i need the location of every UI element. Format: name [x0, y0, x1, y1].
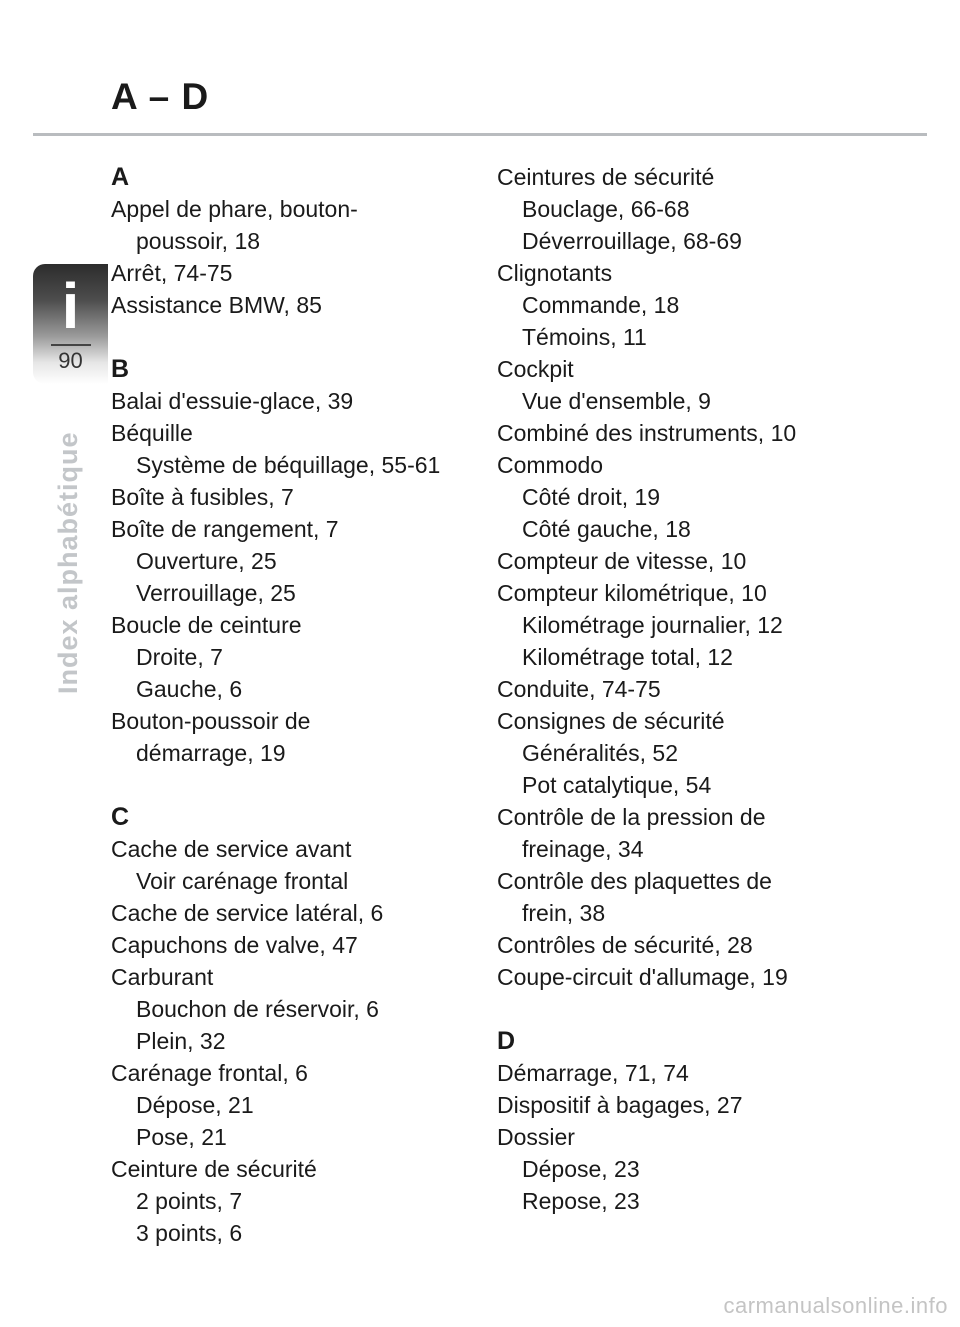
index-entry: Clignotants — [497, 260, 613, 286]
page-title: A – D — [111, 76, 210, 117]
index-entry: Cache de service avant — [111, 836, 352, 862]
index-subentry: 2 points, 7 — [136, 1188, 243, 1214]
index-subentry: Voir carénage frontal — [136, 868, 349, 894]
index-subentry: Dépose, 23 — [522, 1156, 640, 1182]
index-entry: Béquille — [111, 420, 193, 446]
index-letter-c: C — [111, 803, 130, 831]
info-icon: i — [61, 270, 80, 342]
index-entry: Assistance BMW, 85 — [111, 292, 322, 318]
index-entry: Arrêt, 74-75 — [111, 260, 233, 286]
index-entry: Cockpit — [497, 356, 574, 382]
index-entry-continuation: freinage, 34 — [522, 836, 644, 862]
index-letter-d: D — [497, 1027, 516, 1055]
index-subentry: Côté droit, 19 — [522, 484, 661, 510]
index-subentry: Ouverture, 25 — [136, 548, 277, 574]
index-subentry: Déverrouillage, 68-69 — [522, 228, 742, 254]
index-entry: Commodo — [497, 452, 604, 478]
index-entry: Bouton-poussoir de — [111, 708, 311, 734]
index-subentry: Bouclage, 66-68 — [522, 196, 690, 222]
index-entry: Cache de service latéral, 6 — [111, 900, 384, 926]
index-entry: Dossier — [497, 1124, 575, 1150]
index-entry: Conduite, 74-75 — [497, 676, 661, 702]
index-subentry: Verrouillage, 25 — [136, 580, 296, 606]
index-subentry: Bouchon de réservoir, 6 — [136, 996, 379, 1022]
index-subentry: Gauche, 6 — [136, 676, 243, 702]
index-entry: Dispositif à bagages, 27 — [497, 1092, 743, 1118]
index-entry: Ceinture de sécurité — [111, 1156, 317, 1182]
index-subentry: Pose, 21 — [136, 1124, 227, 1150]
index-subentry: Plein, 32 — [136, 1028, 226, 1054]
index-letter-b: B — [111, 355, 130, 383]
index-subentry: Vue d'ensemble, 9 — [522, 388, 711, 414]
index-letter-a: A — [111, 163, 130, 191]
index-entry: Capuchons de valve, 47 — [111, 932, 358, 958]
index-entry: Boucle de ceinture — [111, 612, 302, 638]
index-subentry: Généralités, 52 — [522, 740, 678, 766]
index-entry: Contrôles de sécurité, 28 — [497, 932, 753, 958]
index-entry: Carénage frontal, 6 — [111, 1060, 308, 1086]
index-subentry: Témoins, 11 — [522, 324, 647, 350]
index-entry: Combiné des instruments, 10 — [497, 420, 797, 446]
index-entry: Démarrage, 71, 74 — [497, 1060, 689, 1086]
index-column-right — [497, 161, 917, 1217]
index-entry: Appel de phare, bouton- — [111, 196, 358, 222]
index-subentry: 3 points, 6 — [136, 1220, 243, 1246]
index-entry-continuation: frein, 38 — [522, 900, 606, 926]
title-divider — [33, 133, 927, 136]
index-subentry: Repose, 23 — [522, 1188, 640, 1214]
index-subentry: Pot catalytique, 54 — [522, 772, 712, 798]
watermark: carmanualsonline.info — [723, 1293, 948, 1318]
index-subentry: Kilométrage journalier, 12 — [522, 612, 783, 638]
section-label: Index alphabétique — [53, 431, 83, 694]
index-entry: Boîte de rangement, 7 — [111, 516, 339, 542]
index-subentry: Dépose, 21 — [136, 1092, 254, 1118]
index-entry: Contrôle des plaquettes de — [497, 868, 772, 894]
index-entry: Consignes de sécurité — [497, 708, 725, 734]
index-entry: Compteur de vitesse, 10 — [497, 548, 747, 574]
index-entry: Ceintures de sécurité — [497, 164, 715, 190]
index-column-left — [111, 161, 471, 1249]
index-subentry: Commande, 18 — [522, 292, 680, 318]
index-subentry: Kilométrage total, 12 — [522, 644, 733, 670]
page-number: 90 — [58, 348, 83, 373]
index-entry: Balai d'essuie-glace, 39 — [111, 388, 354, 414]
index-subentry: Côté gauche, 18 — [522, 516, 691, 542]
index-entry: Coupe-circuit d'allumage, 19 — [497, 964, 788, 990]
index-entry: Carburant — [111, 964, 214, 990]
index-subentry: Droite, 7 — [136, 644, 223, 670]
index-entry: Boîte à fusibles, 7 — [111, 484, 294, 510]
index-entry: Compteur kilométrique, 10 — [497, 580, 767, 606]
index-entry: Contrôle de la pression de — [497, 804, 766, 830]
index-subentry: Système de béquillage, 55-61 — [136, 452, 441, 478]
index-entry-continuation: démarrage, 19 — [136, 740, 286, 766]
index-entry-continuation: poussoir, 18 — [136, 228, 261, 254]
